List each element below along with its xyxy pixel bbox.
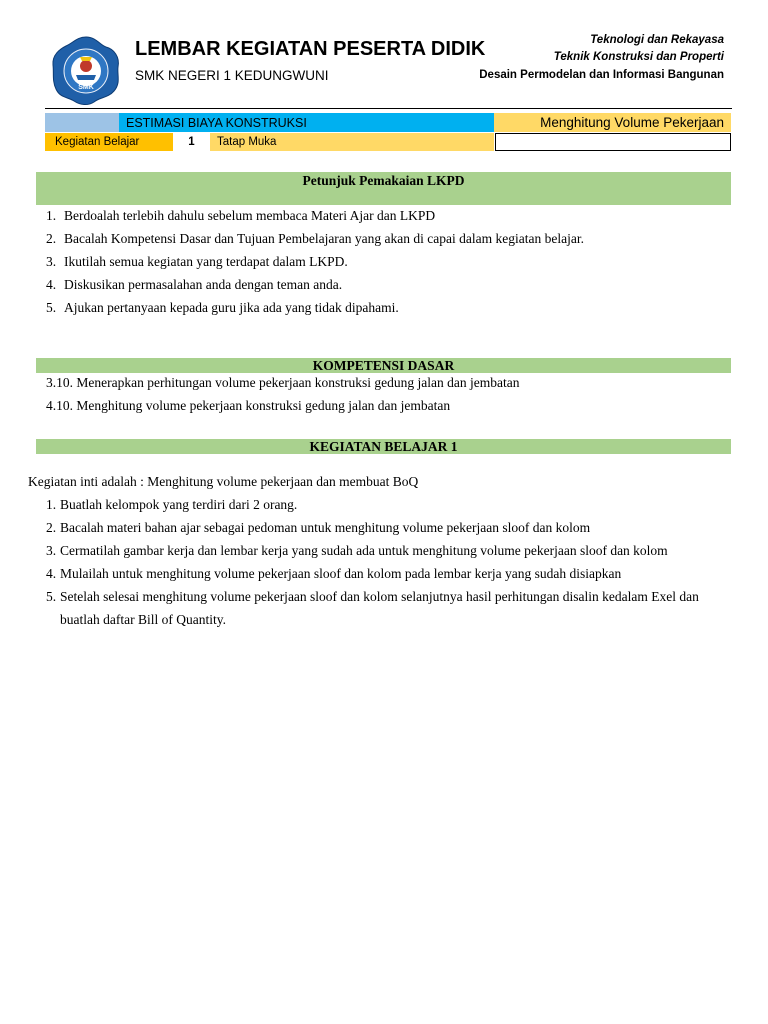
list-item: 2. Bacalah Kompetensi Dasar dan Tujuan Pembelajaran yang akan di capai dalam kegiatan belajar. — [46, 231, 584, 246]
competency-heading-text: KOMPETENSI DASAR — [312, 358, 455, 373]
list-item: 3.10. Menerapkan perhitungan volume pekerjaan konstruksi gedung jalan dan jembatan — [46, 375, 520, 390]
instructions-heading — [36, 172, 731, 205]
activity-label-cell — [45, 133, 173, 151]
activity-heading-text: KEGIATAN BELAJAR 1 — [309, 439, 458, 454]
activity-label: Kegiatan Belajar — [55, 136, 140, 148]
list-item: 3. Ikutilah semua kegiatan yang terdapat dalam LKPD. — [46, 254, 348, 269]
list-item: 2. Bacalah materi bahan ajar sebagai pedoman untuk menghitung volume pekerjaan sloof dan kolom — [46, 520, 591, 535]
list-item: 1. Berdoalah terlebih dahulu sebelum membaca Materi Ajar dan LKPD — [46, 208, 436, 223]
activity-number-cell — [173, 133, 210, 151]
list-item: 5. Setelah selesai menghitung volume pekerjaan sloof dan kolom selanjutnya hasil perhitungan disalin kedalam Exel dan buatlah daftar Bill of Quantity. — [46, 589, 699, 627]
instructions-heading-text: Petunjuk Pemakaian LKPD — [302, 173, 465, 188]
header-rule — [45, 108, 732, 109]
instructions-list — [36, 204, 736, 319]
list-item: 4.10. Menghitung volume pekerjaan konstruksi gedung jalan dan jembatan — [46, 398, 451, 413]
competency-label: Desain Permodelan dan Informasi Bangunan — [479, 69, 724, 81]
activity-number: 1 — [188, 136, 195, 148]
activity-section — [28, 470, 728, 631]
session-value-box — [495, 133, 731, 151]
list-item: 5. Ajukan pertanyaan kepada guru jika ada yang tidak dipahami. — [46, 300, 399, 315]
document-title: LEMBAR KEGIATAN PESERTA DIDIK — [135, 38, 486, 60]
topic-cell — [494, 113, 731, 132]
logo-text: SMK — [78, 84, 94, 91]
school-logo — [50, 36, 122, 106]
program-label: Teknik Konstruksi dan Properti — [553, 51, 724, 63]
subject-name: ESTIMASI BIAYA KONSTRUKSI — [126, 115, 307, 130]
session-label: Tatap Muka — [217, 136, 277, 148]
competency-list — [46, 371, 736, 417]
list-item: 4. Diskusikan permasalahan anda dengan teman anda. — [46, 277, 343, 292]
list-item: 4. Mulailah untuk menghitung volume pekerjaan sloof dan kolom pada lembar kerja yang sudah disiapkan — [46, 566, 622, 581]
info-bar-accent — [45, 113, 119, 132]
session-cell — [210, 133, 494, 151]
topic-name: Menghitung Volume Pekerjaan — [540, 115, 724, 130]
subject-cell — [119, 113, 494, 132]
activity-heading — [36, 439, 731, 454]
field-label: Teknologi dan Rekayasa — [590, 34, 724, 46]
activity-intro: Kegiatan inti adalah : Menghitung volume pekerjaan dan membuat BoQ — [28, 474, 419, 489]
school-name: SMK NEGERI 1 KEDUNGWUNI — [135, 68, 329, 83]
list-item: 3. Cermatilah gambar kerja dan lembar kerja yang sudah ada untuk menghitung volume pekerjaan sloof dan kolom — [46, 543, 668, 558]
list-item: 1. Buatlah kelompok yang terdiri dari 2 orang. — [46, 497, 298, 512]
